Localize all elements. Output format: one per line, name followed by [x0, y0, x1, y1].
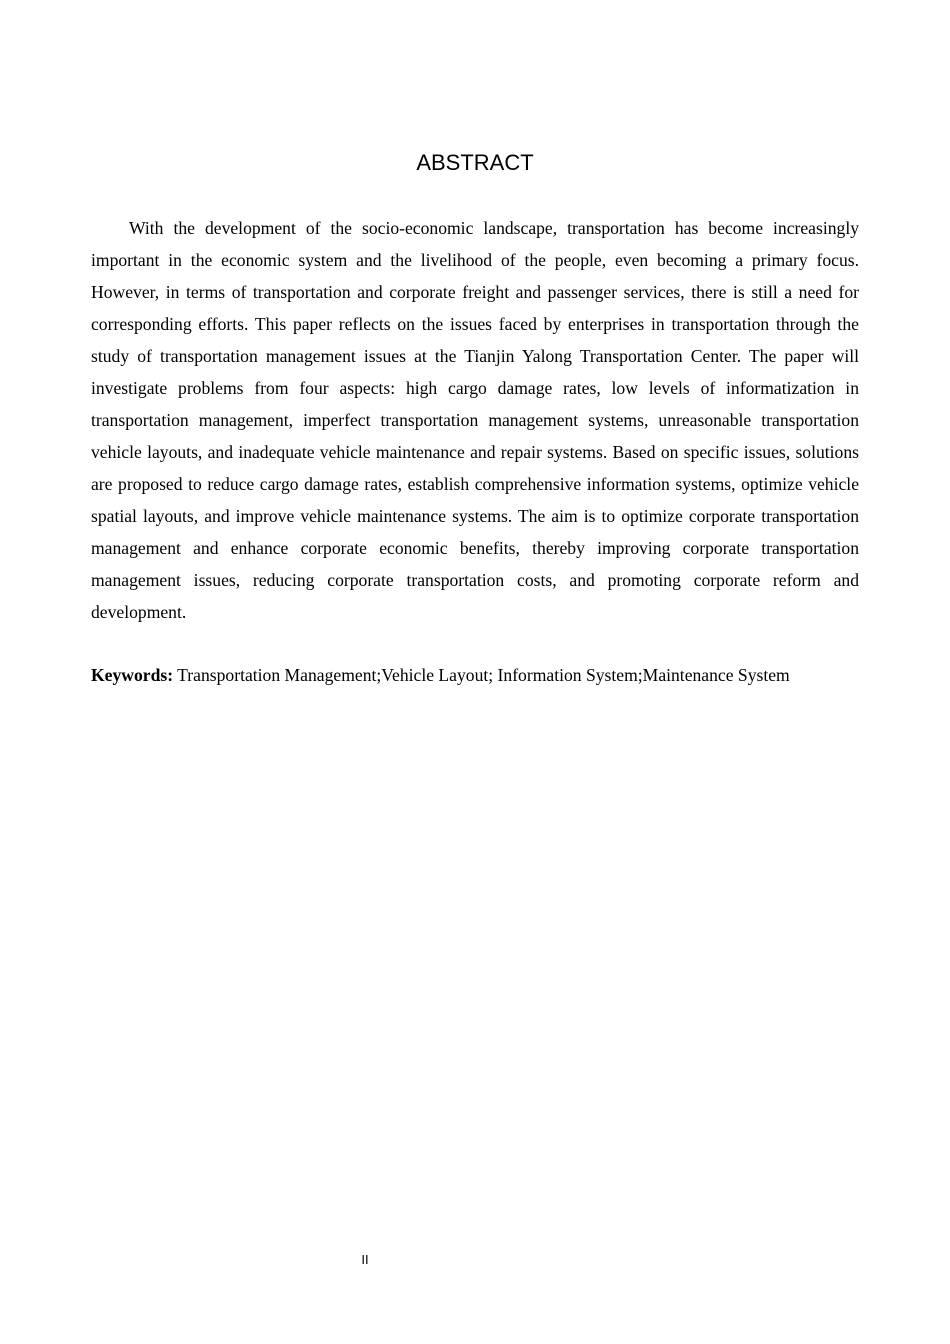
keywords-text: Transportation Management;Vehicle Layout; Information System;Maintenance System [173, 665, 790, 685]
abstract-body: With the development of the socio-economic landscape, transportation has become increasingly important in the economic system and the livelihood of the people, even becoming a primary focus. However, in terms of transportation and corporate freight and passenger services, there is still a need for corresponding efforts. This paper reflects on the issues faced by enterprises in transportation through the study of transportation management issues at the Tianjin Yalong Transportation Center. The paper will investigate problems from four aspects: high cargo damage rates, low levels of informatization in transportation management, imperfect transportation management systems, unreasonable transportation vehicle layouts, and inadequate vehicle maintenance and repair systems. Based on specific issues, solutions are proposed to reduce cargo damage rates, establish comprehensive information systems, optimize vehicle spatial layouts, and improve vehicle maintenance systems. The aim is to optimize corporate transportation management and enhance corporate economic benefits, thereby improving corporate transportation management issues, reducing corporate transportation costs, and promoting corporate reform and development. [91, 218, 859, 622]
keywords-label: Keywords: [91, 665, 174, 685]
keywords-line [91, 659, 881, 691]
abstract-title: ABSTRACT [416, 150, 534, 175]
page-number: II [361, 1252, 369, 1267]
